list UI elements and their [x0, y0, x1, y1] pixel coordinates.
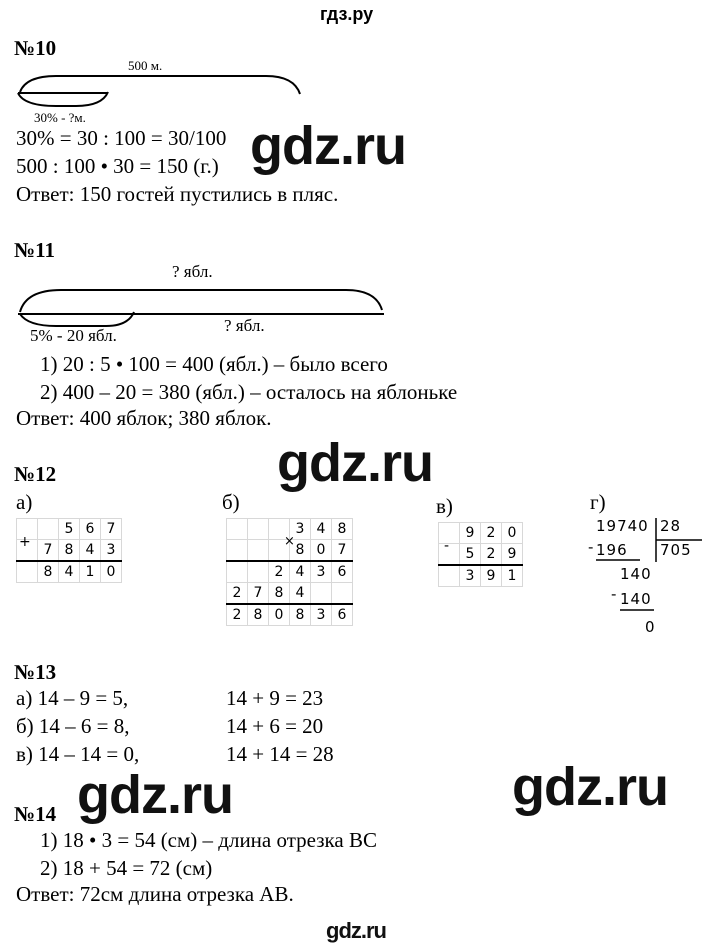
equation: 14 + 14 = 28: [226, 742, 334, 766]
grid-cell: 3: [311, 561, 332, 583]
solution-line: 500 : 100 • 30 = 150 (г.): [16, 154, 219, 178]
task-number: №10: [14, 36, 57, 60]
division-quotient: 705: [660, 541, 692, 559]
grid-cell: 2: [481, 523, 502, 544]
equation: б) 14 – 6 = 8,: [16, 714, 130, 738]
grid-cell: [311, 583, 332, 605]
watermark: gdz.ru: [277, 433, 433, 493]
grid-cell: [439, 565, 460, 587]
grid-cell: 1: [80, 561, 101, 583]
part-label: в): [436, 494, 453, 518]
grid-cell: 9: [460, 523, 481, 544]
grid-cell: 0: [101, 561, 122, 583]
grid-cell: 4: [311, 519, 332, 540]
task-number: №14: [14, 802, 57, 826]
grid-cell: 8: [290, 540, 311, 562]
equation: 14 + 6 = 20: [226, 714, 324, 738]
minus-sign: -: [444, 538, 450, 554]
diagram-label: 5% - 20 ябл.: [30, 326, 117, 345]
grid-cell: 8: [290, 604, 311, 626]
grid-cell: 2: [269, 561, 290, 583]
part-label: г): [590, 490, 606, 514]
division-minus: -: [611, 585, 618, 603]
grid-cell: [227, 519, 248, 540]
division-remainder: 140: [620, 565, 652, 583]
division-subtrahend: 140: [620, 590, 652, 608]
watermark: gdz.ru: [77, 765, 233, 825]
grid-cell: 3: [101, 540, 122, 562]
part-label: б): [222, 490, 240, 514]
grid-cell: 1: [502, 565, 523, 587]
grid-cell: 3: [311, 604, 332, 626]
division-divisor: 28: [660, 517, 682, 535]
equation: 14 + 9 = 23: [226, 686, 324, 710]
grid-cell: 8: [38, 561, 59, 583]
grid-cell: 5: [59, 519, 80, 540]
site-header: гдз.ру: [320, 4, 374, 24]
division-result: 0: [645, 618, 656, 636]
grid-cell: 2: [227, 583, 248, 605]
grid-cell: 9: [481, 565, 502, 587]
grid-cell: [227, 561, 248, 583]
solution-line: 1) 20 : 5 • 100 = 400 (ябл.) – было всего: [40, 352, 388, 376]
part-label: а): [16, 490, 33, 514]
division-dividend: 19740: [596, 517, 649, 535]
grid-cell: 7: [248, 583, 269, 605]
diagram-label: 30% - ?м.: [34, 110, 86, 125]
watermark: gdz.ru: [512, 757, 668, 817]
answer-line: Ответ: 150 гостей пустились в пляс.: [16, 182, 339, 206]
grid-cell: 7: [38, 540, 59, 562]
subtraction-grid: [438, 522, 523, 587]
grid-cell: 0: [502, 523, 523, 544]
grid-cell: 3: [460, 565, 481, 587]
grid-cell: 7: [101, 519, 122, 540]
grid-cell: 5: [460, 544, 481, 566]
division-subtrahend: 196: [596, 541, 628, 559]
grid-cell: 7: [332, 540, 353, 562]
division-minus: -: [588, 538, 595, 556]
solution-line: 1) 18 • 3 = 54 (см) – длина отрезка ВС: [40, 828, 377, 852]
segment-diagram: [16, 282, 386, 332]
grid-cell: 8: [59, 540, 80, 562]
plus-sign: +: [19, 534, 31, 550]
solution-line: 2) 18 + 54 = 72 (см): [40, 856, 213, 880]
grid-cell: [227, 540, 248, 562]
grid-cell: 6: [332, 561, 353, 583]
solution-line: 30% = 30 : 100 = 30/100: [16, 126, 227, 150]
division-lines: [590, 514, 710, 634]
footer-watermark: gdz.ru: [326, 918, 386, 943]
grid-cell: [248, 561, 269, 583]
grid-cell: 8: [269, 583, 290, 605]
equation: а) 14 – 9 = 5,: [16, 686, 129, 710]
answer-line: Ответ: 72см длина отрезка АВ.: [16, 882, 294, 906]
grid-cell: 8: [332, 519, 353, 540]
grid-cell: 4: [59, 561, 80, 583]
grid-cell: [17, 561, 38, 583]
times-sign: ×: [284, 534, 295, 549]
task-number: №13: [14, 660, 57, 684]
grid-cell: 4: [290, 561, 311, 583]
grid-cell: [38, 519, 59, 540]
equation: в) 14 – 14 = 0,: [16, 742, 140, 766]
grid-cell: 0: [311, 540, 332, 562]
grid-cell: 2: [227, 604, 248, 626]
addition-grid: [16, 518, 122, 583]
grid-cell: [332, 583, 353, 605]
grid-cell: [248, 540, 269, 562]
grid-cell: 2: [481, 544, 502, 566]
grid-cell: 6: [332, 604, 353, 626]
diagram-label: ? ябл.: [172, 262, 213, 281]
task-number: №11: [14, 238, 55, 262]
grid-cell: 8: [248, 604, 269, 626]
grid-cell: 6: [80, 519, 101, 540]
grid-cell: 0: [269, 604, 290, 626]
answer-line: Ответ: 400 яблок; 380 яблок.: [16, 406, 272, 430]
diagram-label: 500 м.: [128, 58, 163, 73]
grid-cell: 4: [80, 540, 101, 562]
solution-line: 2) 400 – 20 = 380 (ябл.) – осталось на яблоньке: [40, 380, 458, 404]
grid-cell: [248, 519, 269, 540]
grid-cell: 9: [502, 544, 523, 566]
grid-cell: 4: [290, 583, 311, 605]
diagram-label: ? ябл.: [224, 316, 265, 335]
watermark: gdz.ru: [250, 116, 406, 176]
task-number: №12: [14, 462, 57, 486]
grid-cell: 3: [290, 519, 311, 540]
